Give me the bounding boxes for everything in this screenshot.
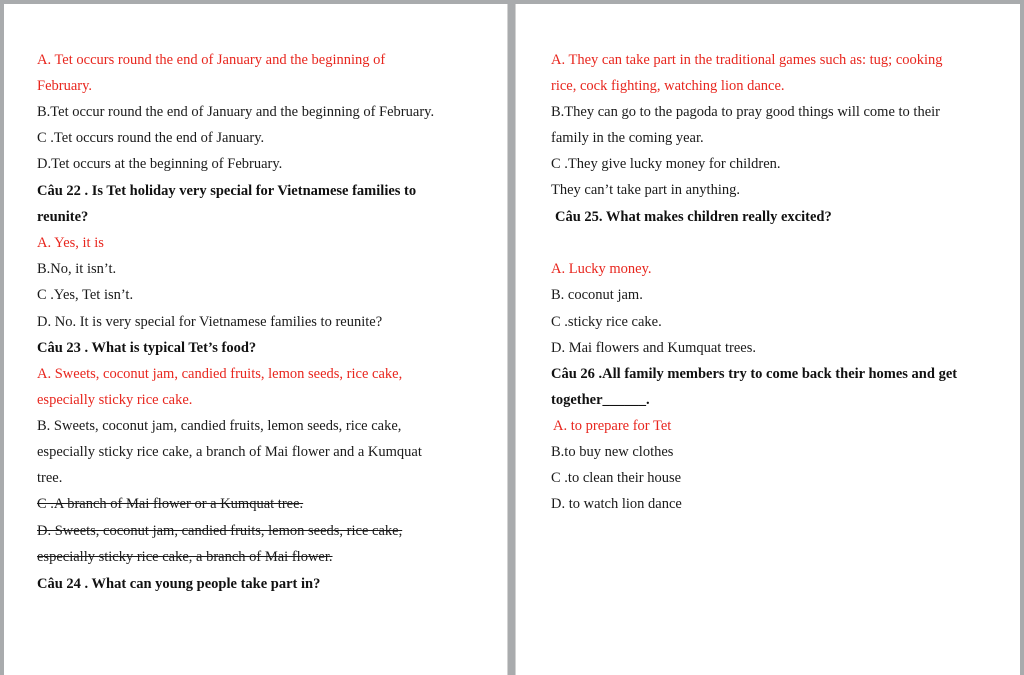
answer-line: February. — [37, 78, 93, 94]
answer-line: A. Yes, it is — [37, 235, 104, 251]
question-heading: Câu 26 .All family members try to come back their homes and get — [551, 366, 958, 382]
option-line: D. No. It is very special for Vietnamese families to reunite? — [37, 314, 383, 330]
option-line: C .to clean their house — [551, 470, 682, 486]
answer-line: especially sticky rice cake. — [37, 392, 193, 408]
option-line: especially sticky rice cake, a branch of Mai flower and a Kumquat — [37, 444, 422, 460]
document-page-left — [4, 4, 508, 675]
option-line: family in the coming year. — [551, 130, 704, 146]
option-line: tree. — [37, 470, 63, 486]
option-line: C .sticky rice cake. — [551, 314, 662, 330]
answer-line: A. to prepare for Tet — [553, 418, 672, 434]
struck-option-line: D. Sweets, coconut jam, candied fruits, lemon seeds, rice cake, — [37, 523, 403, 539]
question-heading: Câu 22 . Is Tet holiday very special for Vietnamese families to — [37, 183, 417, 199]
option-line: C .Yes, Tet isn’t. — [37, 287, 134, 303]
answer-line: A. Lucky money. — [551, 261, 652, 277]
option-line: D.Tet occurs at the beginning of February. — [37, 156, 283, 172]
question-heading: Câu 23 . What is typical Tet’s food? — [37, 340, 257, 356]
struck-option-line: especially sticky rice cake, a branch of Mai flower. — [37, 549, 333, 565]
question-heading: reunite? — [37, 209, 89, 225]
option-line: B. Sweets, coconut jam, candied fruits, lemon seeds, rice cake, — [37, 418, 402, 434]
question-heading: Câu 25. What makes children really excited? — [555, 209, 832, 225]
option-line: D. to watch lion dance — [551, 496, 682, 512]
answer-line: A. Sweets, coconut jam, candied fruits, lemon seeds, rice cake, — [37, 366, 403, 382]
answer-line: rice, cock fighting, watching lion dance. — [551, 78, 785, 94]
option-line: B. coconut jam. — [551, 287, 643, 303]
option-line: C .They give lucky money for children. — [551, 156, 781, 172]
option-line: D. Mai flowers and Kumquat trees. — [551, 340, 756, 356]
question-heading: Câu 24 . What can young people take part in? — [37, 576, 321, 592]
answer-line: A. Tet occurs round the end of January and the beginning of — [37, 52, 386, 68]
option-line: They can’t take part in anything. — [551, 182, 740, 198]
option-line: B.No, it isn’t. — [37, 261, 117, 277]
option-line: C .Tet occurs round the end of January. — [37, 130, 265, 146]
option-line: B.to buy new clothes — [551, 444, 674, 460]
struck-option-line: C .A branch of Mai flower or a Kumquat tree. — [37, 496, 304, 512]
answer-line: A. They can take part in the traditional games such as: tug; cooking — [551, 52, 943, 68]
option-line: B.They can go to the pagoda to pray good things will come to their — [551, 104, 941, 120]
option-line: B.Tet occur round the end of January and the beginning of February. — [37, 104, 435, 120]
document-page-right — [515, 4, 1020, 675]
question-heading: together______. — [551, 392, 650, 408]
